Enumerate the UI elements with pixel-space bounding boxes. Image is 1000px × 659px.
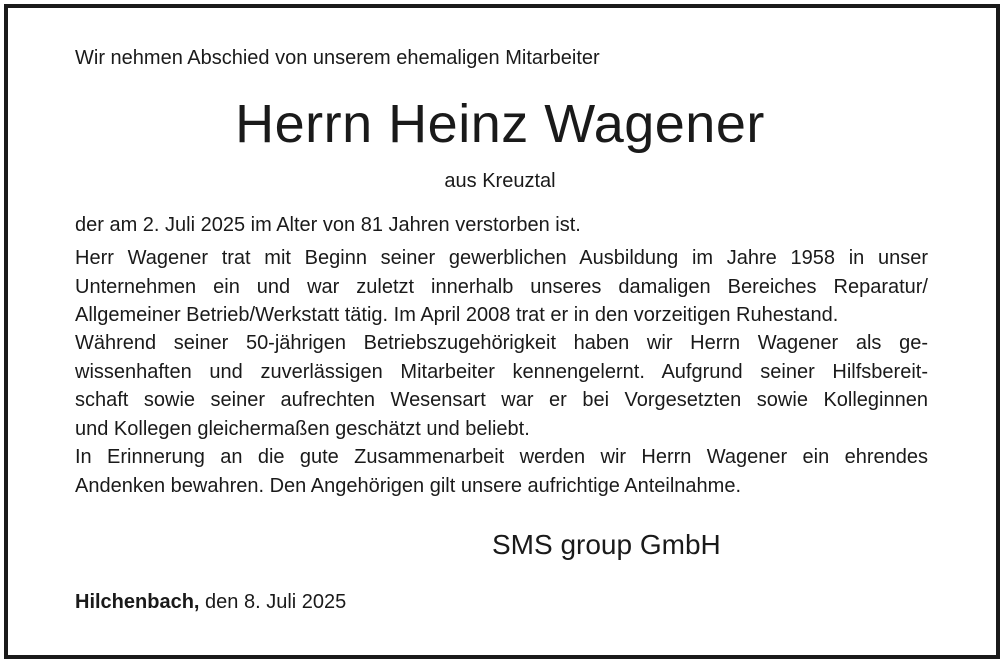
sender-name: SMS group GmbH [492,529,721,560]
place-name: Hilchenbach, [75,591,200,613]
paragraph-line: Andenken bewahren. Den Angehörigen gilt unsere aufrichtige Anteilnahme. [75,474,742,497]
paragraph-line: wissenhaften und zuverlässigen Mitarbeiter kennengelernt. Aufgrund seiner Hilfsbereit- [75,360,928,383]
deceased-name: Herrn Heinz Wagener [235,94,765,154]
character-paragraph [75,329,928,443]
death-statement: der am 2. Juli 2025 im Alter von 81 Jahren verstorben ist. [75,214,581,236]
paragraph-line: In Erinnerung an die gute Zusammenarbeit werden wir Herrn Wagener ein ehrendes [75,446,928,468]
origin-text: aus Kreuztal [444,170,556,192]
paragraph-line: schaft sowie seiner aufrechten Wesensart war er bei Vorgesetzten sowie Kolleginnen [75,389,928,411]
paragraph-line: Unternehmen ein und war zuletzt innerhalb unseres damaligen Bereiches Reparatur/ [75,275,928,298]
closing-paragraph [75,443,928,500]
career-paragraph [75,244,928,330]
paragraph-line: Herr Wagener trat mit Beginn seiner gewerblichen Ausbildung im Jahre 1958 in unser [75,247,928,269]
notice-date: den 8. Juli 2025 [199,591,347,613]
intro-text: Wir nehmen Abschied von unserem ehemaligen Mitarbeiter [75,47,600,69]
place-date [75,589,346,615]
paragraph-line: Während seiner 50-jährigen Betriebszugehörigkeit haben wir Herrn Wagener als ge- [75,332,928,354]
paragraph-line: und Kollegen gleichermaßen geschätzt und beliebt. [75,417,530,440]
paragraph-line: Allgemeiner Betrieb/Werkstatt tätig. Im April 2008 trat er in den vorzeitigen Ruhestand. [75,304,839,326]
